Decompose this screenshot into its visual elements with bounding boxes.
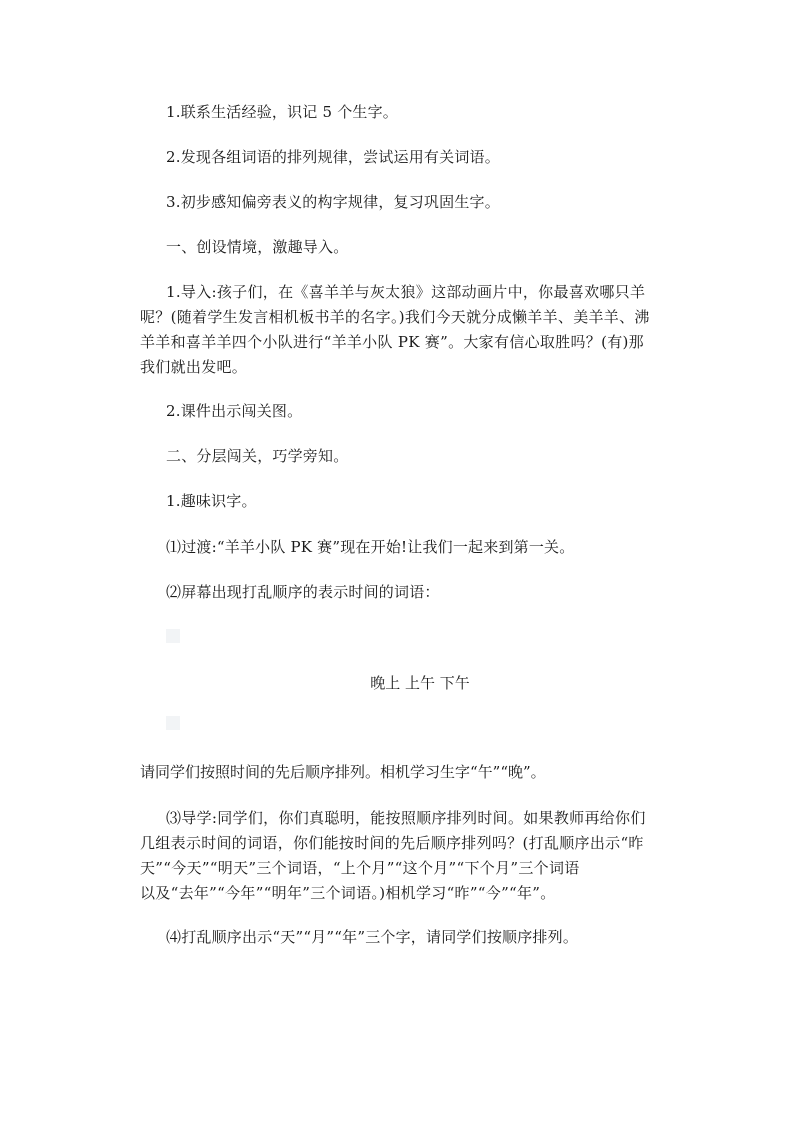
screen-words-step: ⑵屏幕出现打乱顺序的表示时间的词语：: [166, 583, 440, 601]
intro-paragraph: [140, 280, 670, 380]
section-heading-1: 一、创设情境，激趣导入。: [166, 238, 349, 256]
objective-1: 1.联系生活经验，识记 5 个生字。: [166, 103, 398, 121]
guide-paragraph: [140, 806, 670, 906]
fun-literacy-step: 1.趣味识字。: [166, 492, 257, 510]
courseware-step: 2.课件出示闯关图。: [166, 402, 303, 420]
intro-line-1: 1.导入:孩子们，在《喜羊羊与灰太狼》这部动画片中，你最喜欢哪只羊: [166, 283, 646, 301]
instruction-text: 请同学们按照时间的先后顺序排列。相机学习生字“午”“晚”。: [140, 763, 546, 781]
guide-line-3: 天”“今天”“明天”三个词语，“上个月”“这个月”“下个月”三个词语: [140, 859, 580, 877]
guide-line-2: 几组表示时间的词语，你们能按时间的先后顺序排列吗？(打乱顺序出示“昨: [140, 834, 644, 852]
objective-3: 3.初步感知偏旁表义的构字规律，复习巩固生字。: [166, 193, 500, 211]
image-placeholder-top: [166, 629, 180, 643]
guide-line-1: ⑶导学:同学们，你们真聪明，能按照顺序排列时间。如果教师再给你们: [166, 809, 646, 827]
section-heading-2: 二、分层闯关，巧学旁知。: [166, 447, 349, 465]
intro-line-3: 羊羊和喜羊羊四个小队进行“羊羊小队 PK 赛”。大家有信心取胜吗？(有)那: [140, 333, 644, 351]
shuffle-step: ⑷打乱顺序出示“天”“月”“年”三个字，请同学们按顺序排列。: [166, 928, 579, 946]
objective-2: 2.发现各组词语的排列规律，尝试运用有关词语。: [166, 148, 500, 166]
intro-line-4: 我们就出发吧。: [140, 358, 248, 376]
word-display: 晚上 上午 下午: [370, 674, 470, 692]
image-placeholder-bottom: [166, 716, 180, 730]
guide-line-4: 以及“去年”“今年”“明年”三个词语。)相机学习“昨”“今”“年”。: [140, 884, 556, 902]
transition-step: ⑴过渡:“羊羊小队 PK 赛”现在开始!让我们一起来到第一关。: [166, 538, 575, 556]
intro-line-2: 呢？(随着学生发言相机板书羊的名字。)我们今天就分成懒羊羊、美羊羊、沸: [140, 308, 650, 326]
